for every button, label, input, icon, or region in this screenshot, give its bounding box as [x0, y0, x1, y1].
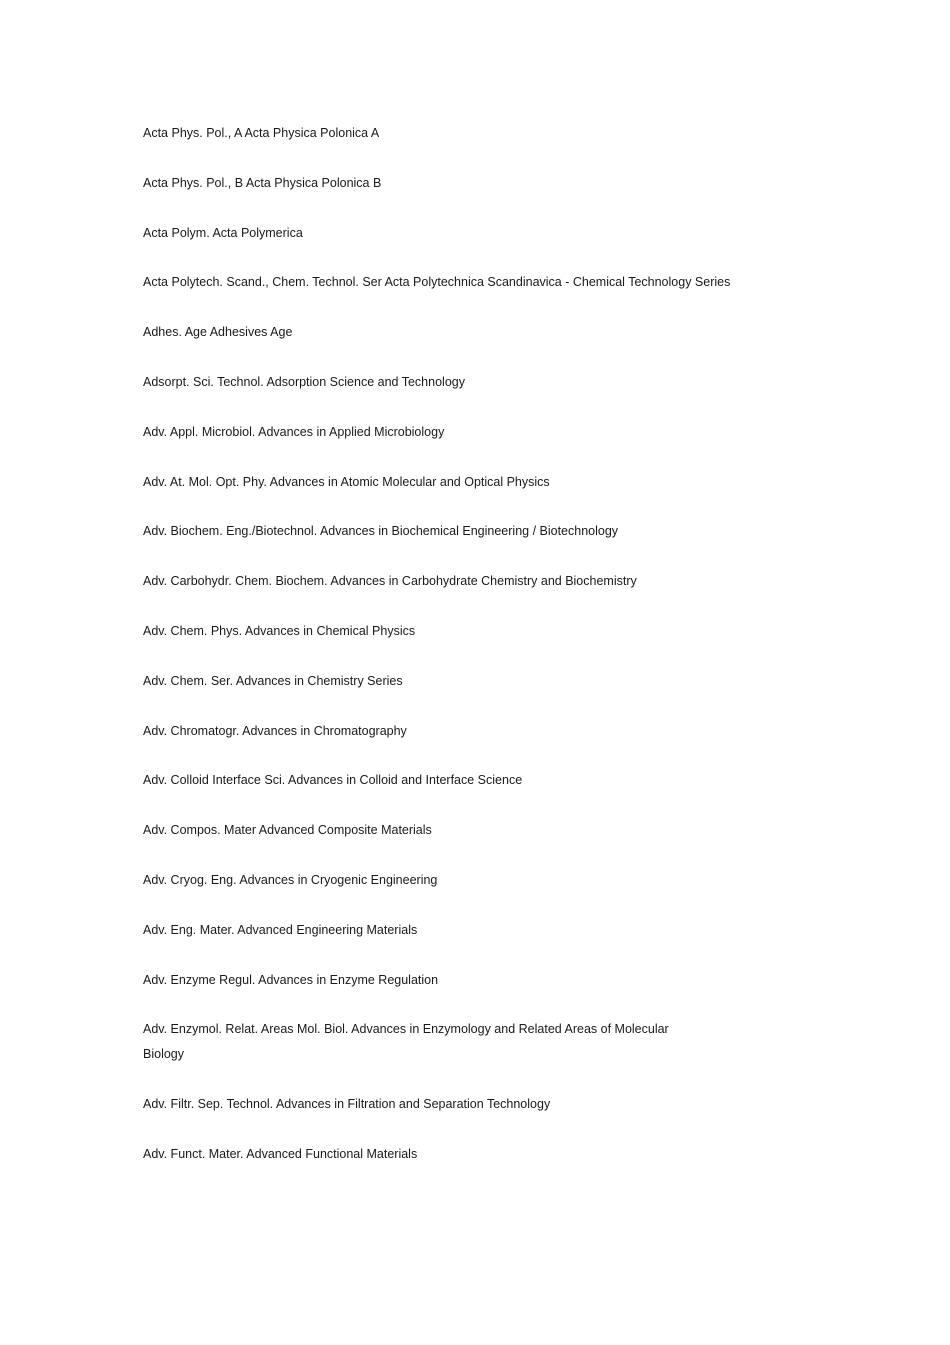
list-item: Adv. Chromatogr. Advances in Chromatography: [143, 723, 407, 738]
list-item: Acta Phys. Pol., B Acta Physica Polonica B: [143, 175, 382, 190]
list-item: Acta Phys. Pol., A Acta Physica Polonica A: [143, 126, 380, 140]
list-item: Adv. At. Mol. Opt. Phy. Advances in Atomic Molecular and Optical Physics: [143, 474, 550, 489]
list-item: Adv. Eng. Mater. Advanced Engineering Materials: [143, 922, 418, 937]
list-item: Adv. Chem. Phys. Advances in Chemical Physics: [143, 623, 416, 638]
list-item: Adv. Filtr. Sep. Technol. Advances in Filtration and Separation Technology: [143, 1097, 551, 1112]
list-item: Adhes. Age Adhesives Age: [143, 325, 293, 340]
list-item: Acta Polym. Acta Polymerica: [143, 225, 303, 240]
list-item: Adv. Enzyme Regul. Advances in Enzyme Regulation: [143, 972, 439, 987]
list-item: Adv. Biochem. Eng./Biotechnol. Advances in Biochemical Engineering / Biotechnology: [143, 524, 619, 539]
journal-abbreviation-list: [143, 121, 795, 1192]
list-item: Adv. Funct. Mater. Advanced Functional Materials: [143, 1146, 418, 1161]
list-item: Adv. Compos. Mater Advanced Composite Materials: [143, 823, 432, 838]
list-item: Adv. Carbohydr. Chem. Biochem. Advances in Carbohydrate Chemistry and Biochemistry: [143, 574, 637, 589]
list-item: Acta Polytech. Scand., Chem. Technol. Ser Acta Polytechnica Scandinavica - Chemical Technology Series: [143, 275, 731, 290]
list-item: Adsorpt. Sci. Technol. Adsorption Science and Technology: [143, 374, 465, 389]
list-item: Adv. Appl. Microbiol. Advances in Applied Microbiology: [143, 424, 445, 439]
list-item: Adv. Enzymol. Relat. Areas Mol. Biol. Advances in Enzymology and Related Areas of Molecular Biology: [143, 1022, 669, 1062]
list-item: Adv. Chem. Ser. Advances in Chemistry Series: [143, 673, 403, 688]
list-item: Adv. Cryog. Eng. Advances in Cryogenic Engineering: [143, 872, 438, 887]
list-item: Adv. Colloid Interface Sci. Advances in Colloid and Interface Science: [143, 773, 523, 788]
